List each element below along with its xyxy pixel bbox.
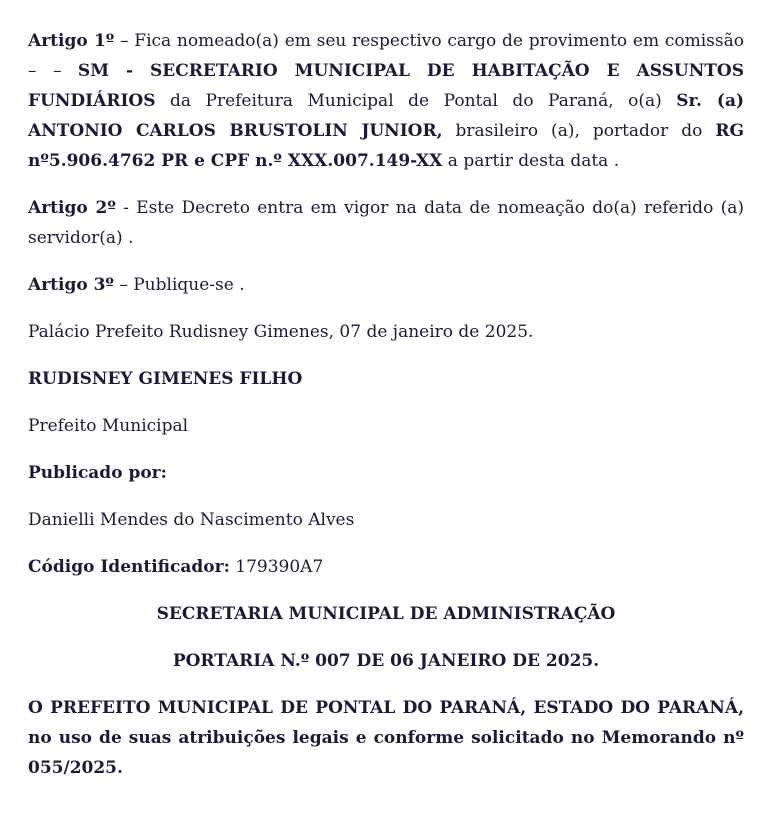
artigo-2-text: - Este Decreto entra em vigor na data de nomeação do(a) referido (a) servidor(a) . — [28, 198, 744, 248]
artigo-1-text-2: da Prefeitura Municipal de Pontal do Paraná, o(a) — [155, 91, 677, 111]
portaria-heading: PORTARIA N.º 007 DE 06 JANEIRO DE 2025. — [172, 651, 600, 671]
palacio-date-line: Palácio Prefeito Rudisney Gimenes, 07 de janeiro de 2025. — [28, 322, 534, 342]
artigo-1-text-1: – Fica nomeado(a) em seu respectivo cargo de provimento em comissão – – — [28, 31, 744, 81]
artigo-3-label: Artigo 3º — [28, 275, 114, 295]
secretaria-heading: SECRETARIA MUNICIPAL DE ADMINISTRAÇÃO — [156, 604, 616, 624]
prefeito-paragraph: O PREFEITO MUNICIPAL DE PONTAL DO PARANÁ, ESTADO DO PARANÁ, no uso de suas atribuições legais e conforme solicitado no Memorando nº 055/2025. — [28, 698, 744, 778]
artigo-2-label: Artigo 2º — [28, 198, 116, 218]
artigo-1-office: SM - SECRETARIO MUNICIPAL DE HABITAÇÃO E ASSUNTOS FUNDIÁRIOS — [28, 61, 744, 111]
identifier-label: Código Identificador: — [28, 557, 230, 577]
identifier-line — [28, 552, 744, 582]
artigo-2-paragraph — [28, 193, 744, 253]
identifier-code: 179390A7 — [235, 557, 324, 577]
artigo-1-person: Sr. (a) ANTONIO CARLOS BRUSTOLIN JUNIOR, — [28, 91, 744, 141]
artigo-1-label: Artigo 1º — [28, 31, 115, 51]
signature-role: Prefeito Municipal — [28, 416, 189, 436]
signature-name: RUDISNEY GIMENES FILHO — [28, 369, 303, 389]
artigo-1-text-4: a partir desta data . — [442, 151, 620, 171]
artigo-3-text: – Publique-se . — [113, 275, 245, 295]
published-by-label: Publicado por: — [28, 463, 167, 483]
artigo-1-paragraph — [28, 26, 744, 176]
gazette-document — [28, 26, 744, 783]
artigo-1-ids: RG nº5.906.4762 PR e CPF n.º XXX.007.149-XX — [28, 121, 744, 171]
artigo-1-text-3: brasileiro (a), portador do — [442, 121, 716, 141]
artigo-3-paragraph — [28, 270, 744, 300]
published-by-name: Danielli Mendes do Nascimento Alves — [28, 510, 355, 530]
